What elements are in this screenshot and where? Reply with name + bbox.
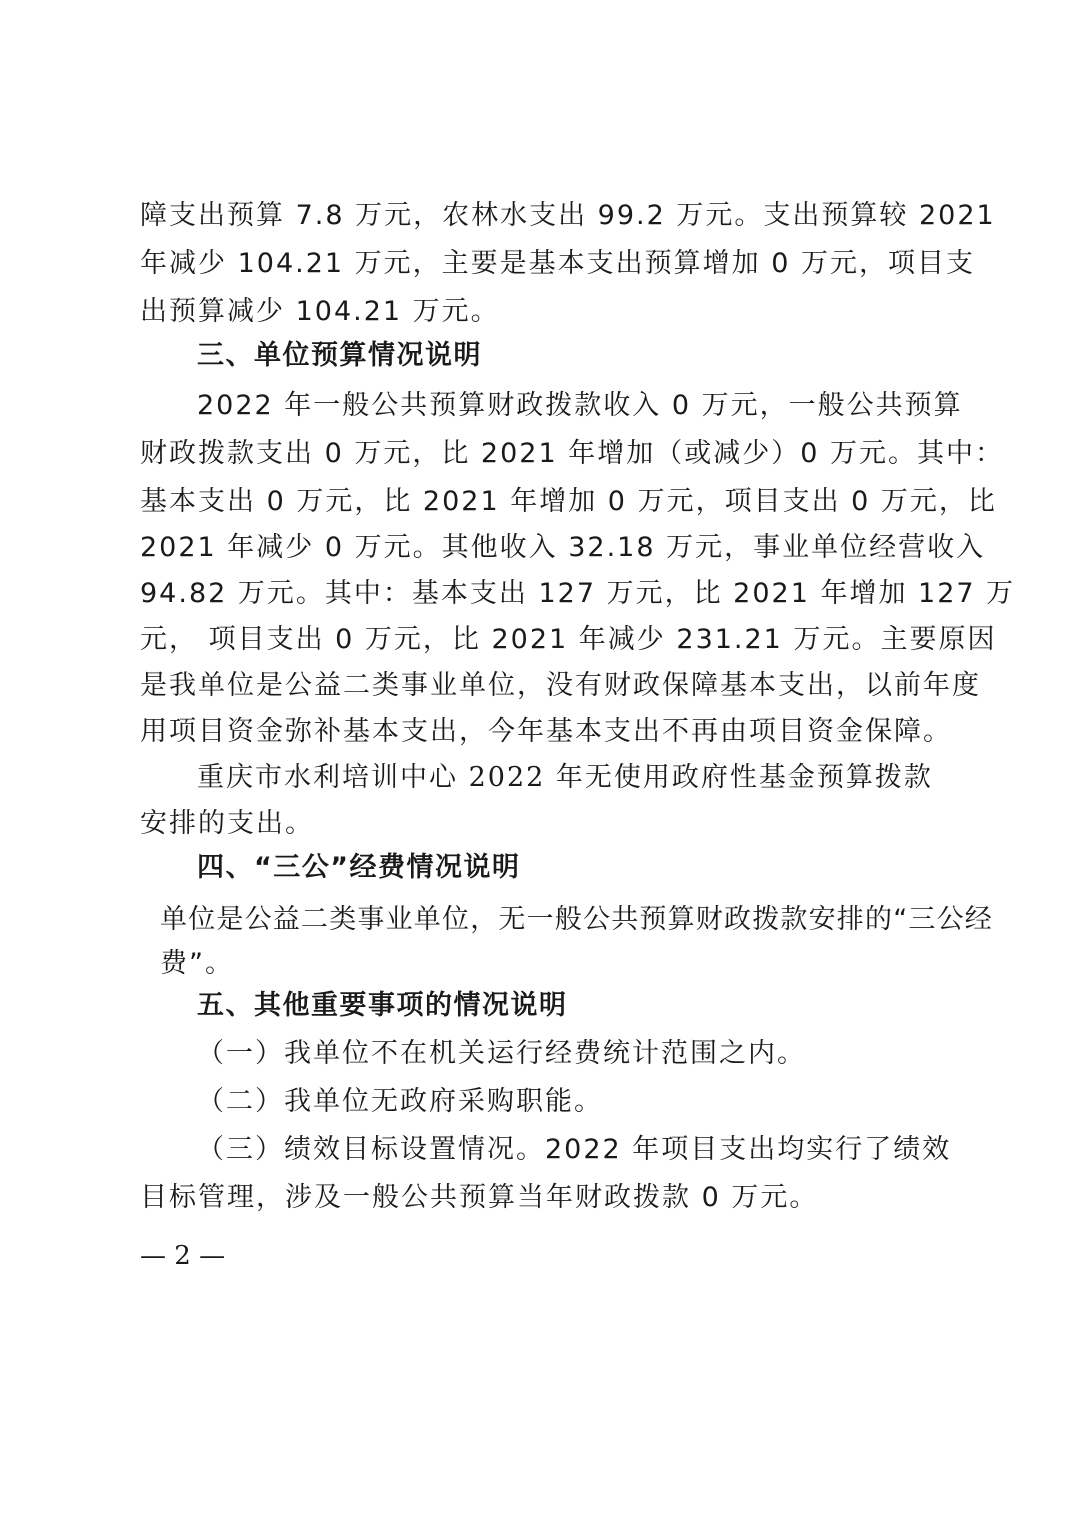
body-line: 用项目资金弥补基本支出，今年基本支出不再由项目资金保障。 [140, 716, 952, 747]
body-line: （二）我单位无政府采购职能。 [197, 1086, 603, 1117]
body-line: 是我单位是公益二类事业单位，没有财政保障基本支出，以前年度 [140, 670, 981, 701]
body-line: 安排的支出。 [140, 808, 314, 839]
body-line: 重庆市水利培训中心 2022 年无使用政府性基金预算拨款 [197, 762, 933, 793]
section-heading: 三、单位预算情况说明 [197, 340, 482, 371]
body-line: 2021 年减少 0 万元。其他收入 32.18 万元，事业单位经营收入 [140, 532, 986, 563]
body-line: （一）我单位不在机关运行经费统计范围之内。 [197, 1038, 806, 1069]
body-line: 年减少 104.21 万元，主要是基本支出预算增加 0 万元，项目支 [140, 248, 975, 279]
body-line: 2022 年一般公共预算财政拨款收入 0 万元，一般公共预算 [197, 390, 963, 421]
page-number: — 2 — [140, 1241, 226, 1271]
body-line: 费”。 [160, 948, 234, 979]
body-line: 元， 项目支出 0 万元，比 2021 年减少 231.21 万元。主要原因 [140, 624, 997, 655]
section-heading: 五、其他重要事项的情况说明 [197, 990, 568, 1021]
section-heading: 四、“三公”经费情况说明 [197, 852, 521, 883]
body-line: 94.82 万元。其中：基本支出 127 万元，比 2021 年增加 127 万 [140, 578, 1016, 609]
body-line: 目标管理，涉及一般公共预算当年财政拨款 0 万元。 [140, 1182, 819, 1213]
body-line: 出预算减少 104.21 万元。 [140, 296, 500, 327]
body-line: 单位是公益二类事业单位，无一般公共预算财政拨款安排的“三公经 [160, 904, 993, 935]
body-line: 障支出预算 7.8 万元，农林水支出 99.2 万元。支出预算较 2021 [140, 200, 996, 231]
body-line: 财政拨款支出 0 万元，比 2021 年增加（或减少）0 万元。其中： [140, 438, 1004, 469]
body-line: 基本支出 0 万元，比 2021 年增加 0 万元，项目支出 0 万元，比 [140, 486, 997, 517]
body-line: （三）绩效目标设置情况。2022 年项目支出均实行了绩效 [197, 1134, 952, 1165]
